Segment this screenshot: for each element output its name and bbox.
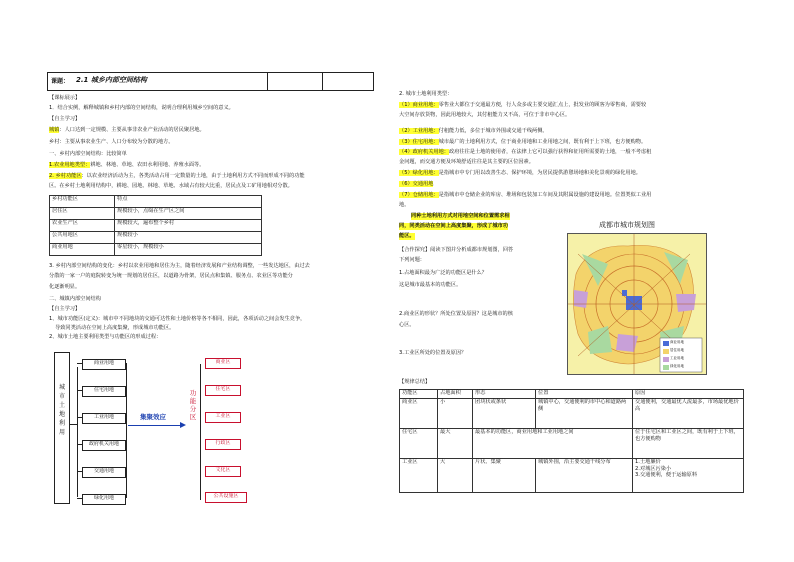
urban-land-box: 城 市 土 地 利 用: [54, 352, 70, 504]
industrial-land: （2）工业用地：付租能力低，多位于城市外围或交通干线两侧。: [399, 128, 548, 134]
map-title: 成都市城市规划图: [599, 221, 655, 229]
land-use-item: 商业用地: [82, 359, 126, 370]
table-header: 功能区: [400, 390, 438, 399]
ag-land-types: 1.农业用地类型：耕地、林地、草地、农田水利用地、养殖水面等。: [49, 162, 205, 168]
heading-rural-structure: 一、乡村内部空间结构：比较简单: [49, 151, 127, 157]
land-use-types-heading: 2. 城市土地利用类型：: [399, 91, 453, 97]
commercial-land: （1）商业用地：零售业大都位于交通最方便，行人众多或主要交通汇点上，批发业的顾客为零售商，需要较: [399, 102, 647, 108]
goal-text: 1．结合实例，解释城镇和乡村内部的空间结构，说明合理利用城乡空间的意义。: [49, 105, 234, 111]
section-self-study: 【自主学习】: [49, 116, 81, 122]
rule-heading: 【规律总结】: [399, 379, 431, 385]
rural-zones-1: 2. 乡村功能区：以农业经济活动为主，各类活动占用一定数量的土地，由于土地利用方式不同而形成不同的功能: [49, 173, 305, 179]
summary-line-2: 同，同类活动在空间上高度集聚，形成了城市功: [399, 223, 508, 229]
rural-change-3: 化逐渐明显。: [49, 284, 81, 290]
header-label: 课题：: [51, 78, 70, 85]
rural-change-2: 分散的一家一户的庭院转变为统一规划的居住区，以道路为骨架，居民点和集镇、服务点、农业区等功能分: [49, 273, 293, 279]
table-header: 形态: [473, 390, 536, 399]
rural-def: 乡村：主要从事农业生产、人口分布较为分散的地方。: [49, 139, 174, 145]
rural-zone-table: [49, 195, 262, 256]
table-row: 公共用地区 规模较小: [50, 232, 262, 244]
government-land-2: 金问题，而交通方便及环境舒适往往是其主要的区位因素。: [399, 159, 534, 165]
storage-land: （7）仓储用地：是指城市中仓储企业的库房、堆场和包装加工车间及其附属设施的建设用地。位置类似工业用: [399, 192, 652, 198]
table-row: 商业用地 零星较小，规模较小: [50, 244, 262, 256]
summary-table: [399, 389, 744, 493]
town-def: 城镇：人口达到一定规模、主要从事非农业产业活动的居民聚居地。: [49, 127, 205, 133]
land-use-item: 住宅用地: [82, 386, 126, 397]
land-use-item: 交通用地: [82, 467, 126, 478]
coop-q2: 2.商业区的形状？所处位置及原因？这是城市的核: [399, 311, 513, 317]
table-row: 商业区 小 团块状或条状 城镇中心，交通便利的市中心和道路两侧 交通便利，交通最优人流最多，市场最优地价高: [400, 399, 744, 429]
residential-land: （3）住宅用地：城市最广的土地利用方式，位于商业用地和工业用地之间，既有利于上下班，也方便购物。: [399, 139, 647, 145]
table-row: 居住区 规模较小，点缀在生产区之间: [50, 208, 262, 220]
table-row: 住宅区 最大 最基本的功能区，商业用地和工业用地之间 位于住宅区和工业区之间，既有利于上下班，也方便购物: [400, 429, 744, 459]
commercial-land-2: 大空间存放货物，因此用地较大，其付租能力又不高，可位于非市中心区。: [399, 112, 571, 118]
arrow-right-icon: [128, 425, 184, 426]
green-land: （5）绿化用地：是指城市中专门用以改善生态、保护环境，为居民提供游憩场地和美化景观的绿化用地。: [399, 170, 641, 176]
coop-q3: 3.工业区所处的位置及原因？: [399, 350, 467, 356]
agglomeration-label: 集聚效应: [140, 413, 166, 421]
summary-line-1: 同种土地利用方式对用地空间和位置需求相: [411, 213, 510, 219]
table-row: 工业区 大 片状、集聚 城镇外围，沿主要交通干线分布 1.土地廉价 2.对城区污染小 3.交通便利，便于运输原料: [400, 459, 744, 493]
zone-item: 工业区: [205, 412, 241, 423]
table-header: 乡村功能区: [50, 196, 115, 208]
zone-item: 行政区: [205, 439, 241, 450]
government-land: （4）政府机关用地：政府往往是土地的使用者，在法律上它可以强行获得和征用所需要的土地，一般不考虑租: [399, 149, 652, 155]
legend-item: 绿化用地: [670, 364, 684, 368]
table-header: 特点: [115, 196, 262, 208]
land-use-item: 工业用地: [82, 413, 126, 424]
summary-line-3: 能区。: [399, 233, 415, 239]
table-header: 位置: [536, 390, 633, 399]
land-use-item: 政府机关用地: [82, 440, 126, 451]
table-row: 农业生产区 规模较大，遍布整个乡村: [50, 220, 262, 232]
heading-urban-structure: 二、城镇内部空间结构: [49, 296, 101, 302]
legend-item: 居住用地: [670, 348, 684, 352]
section-goal: 【课标展示】: [49, 95, 81, 101]
table-header: 原因: [633, 390, 744, 399]
legend-item: 工业用地: [670, 356, 684, 360]
zone-item: 文化区: [205, 466, 241, 477]
storage-land-2: 地。: [399, 202, 410, 208]
coop-text-2: 下列问题：: [399, 257, 425, 263]
func-zone-def-1: 1、城市功能区(定义)：城市中不同地块的交通可达性和土地价格等各不相同，因此，各项活动之间会发生竞争，: [49, 316, 306, 322]
zone-item: 商业区: [205, 358, 241, 369]
rural-change-1: 3. 乡村内部空间结构的变化：乡村以农业用地和居住为主，随着经济发展和产业结构调整，一些发达地区，由过去: [49, 263, 310, 269]
chengdu-map: [567, 233, 707, 375]
rural-zones-2: 区。在乡村土地利用结构中，耕地、园地、林地、草地、水域占有较大比重，居民点及工矿用地相对分散。: [49, 183, 293, 189]
zone-item: 公共设施区: [205, 492, 247, 503]
section-self-study-2: 【自主学习】: [49, 306, 81, 312]
coop-q2-b: 心区。: [399, 322, 415, 328]
coop-heading: 【合作探究】阅读下图并分析成都市规划图，回答: [399, 247, 514, 253]
table-header: 占地面积: [438, 390, 473, 399]
transport-land: （6）交通用地: [399, 181, 434, 187]
functional-zone-label: 功 能 分 区: [189, 389, 197, 421]
coop-q1-answer: 这是城市最基本的功能区。: [399, 282, 462, 288]
func-zone-def-2: 导致同类活动在空间上高度集聚，形成城市功能区。: [55, 325, 175, 331]
zone-item: 住宅区: [205, 385, 241, 396]
page-title: 2.1 城乡内部空间结构: [76, 76, 147, 84]
land-use-process: 2、城市土地主要利用类型与功能区的形成过程：: [49, 334, 162, 340]
land-use-diagram: [44, 344, 269, 512]
land-use-item: 绿化用地: [82, 494, 126, 505]
coop-q1: 1.占地面积最为广泛的功能区是什么？: [399, 270, 487, 276]
legend-item: 商业用地: [670, 340, 684, 344]
header-table: [47, 72, 374, 91]
